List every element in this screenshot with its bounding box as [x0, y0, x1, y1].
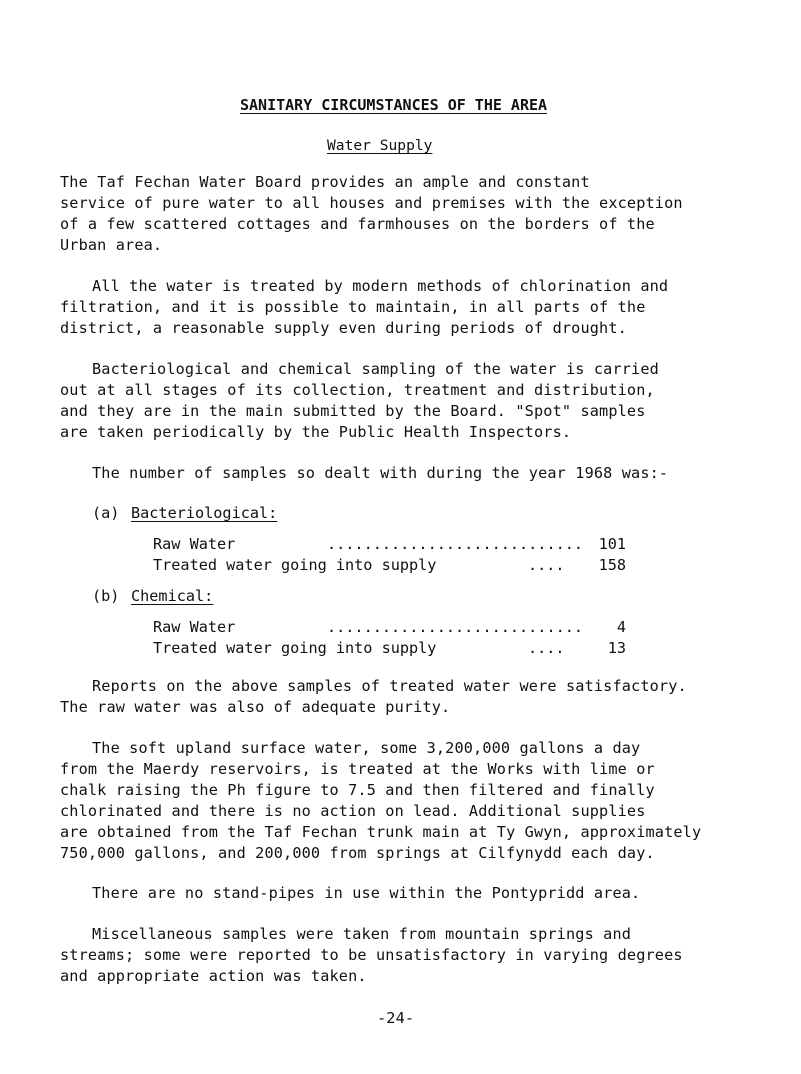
paragraph-line: of a few scattered cottages and farmhouses on the borders of the: [60, 215, 655, 233]
paragraph-line: The number of samples so dealt with during the year 1968 was:-: [92, 464, 669, 482]
section-subtitle: Water Supply: [327, 137, 433, 154]
sample-count: 13: [607, 639, 626, 657]
sample-label: Treated water going into supply: [153, 556, 437, 574]
paragraph-line: 750,000 gallons, and 200,000 from springs at Cilfynydd each day.: [60, 844, 655, 862]
page-title: SANITARY CIRCUMSTANCES OF THE AREA: [240, 96, 548, 114]
dot-leader: ............................: [327, 535, 584, 553]
dot-leader: ....: [528, 639, 565, 657]
sample-label: Raw Water: [153, 618, 236, 636]
sample-label: Treated water going into supply: [153, 639, 437, 657]
paragraph-line: All the water is treated by modern methods of chlorination and: [92, 277, 669, 295]
paragraph-line: from the Maerdy reservoirs, is treated at the Works with lime or: [60, 760, 655, 778]
sample-label: Raw Water: [153, 535, 236, 553]
page-number: -24-: [377, 1009, 415, 1027]
paragraph-line: filtration, and it is possible to maintain, in all parts of the: [60, 298, 646, 316]
paragraph-line: are taken periodically by the Public Health Inspectors.: [60, 423, 572, 441]
paragraph-line: The raw water was also of adequate purity.: [60, 698, 451, 716]
paragraph-line: Reports on the above samples of treated water were satisfactory.: [92, 677, 687, 695]
dot-leader: ....: [528, 556, 565, 574]
paragraph-line: The Taf Fechan Water Board provides an ample and constant: [60, 173, 590, 191]
paragraph-line: out at all stages of its collection, treatment and distribution,: [60, 381, 655, 399]
paragraph-line: district, a reasonable supply even during periods of drought.: [60, 319, 627, 337]
paragraph-line: streams; some were reported to be unsatisfactory in varying degrees: [60, 946, 683, 964]
paragraph-line: and they are in the main submitted by the Board. "Spot" samples: [60, 402, 646, 420]
paragraph-line: Urban area.: [60, 236, 163, 254]
paragraph-line: chalk raising the Ph figure to 7.5 and then filtered and finally: [60, 781, 655, 799]
paragraph-line: chlorinated and there is no action on lead. Additional supplies: [60, 802, 646, 820]
paragraph-line: are obtained from the Taf Fechan trunk main at Ty Gwyn, approximately: [60, 823, 702, 841]
paragraph-line: There are no stand-pipes in use within the Pontypridd area.: [92, 884, 641, 902]
paragraph-line: Miscellaneous samples were taken from mountain springs and: [92, 925, 632, 943]
dot-leader: ............................: [327, 618, 584, 636]
sample-count: 158: [598, 556, 626, 574]
paragraph-line: Bacteriological and chemical sampling of the water is carried: [92, 360, 659, 378]
paragraph-line: and appropriate action was taken.: [60, 967, 367, 985]
section-heading: Chemical:: [131, 587, 214, 605]
section-marker: (b): [92, 587, 120, 605]
paragraph-line: service of pure water to all houses and premises with the exception: [60, 194, 683, 212]
sample-count: 4: [616, 618, 626, 636]
paragraph-line: The soft upland surface water, some 3,200,000 gallons a day: [92, 739, 641, 757]
section-heading: Bacteriological:: [131, 504, 278, 522]
section-marker: (a): [92, 504, 120, 522]
sample-count: 101: [598, 535, 626, 553]
